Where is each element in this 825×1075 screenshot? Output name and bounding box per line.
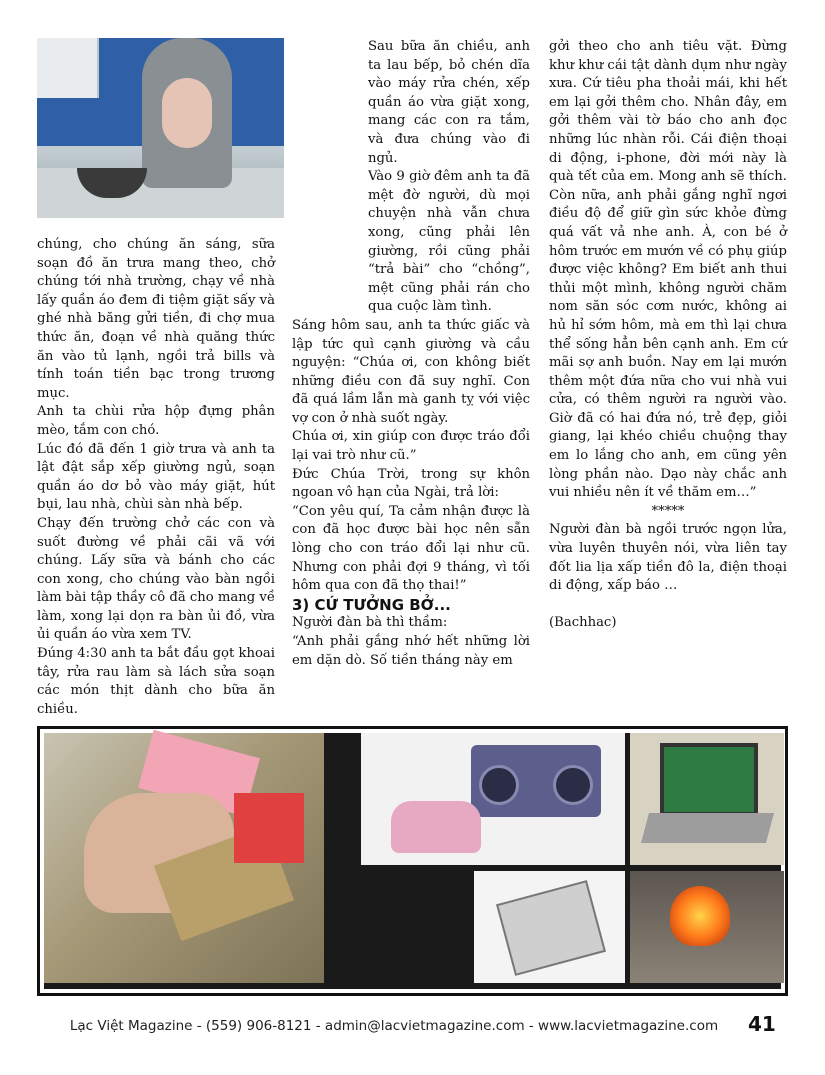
laptop-keyboard [641,813,774,843]
paragraph: chúng, cho chúng ăn sáng, sữa soạn đồ ăn trưa mang theo, chở chúng tới nhà trường, chạy về nhà lấy quần áo đem đi tiệm giặt sấy và ghé nhà băng gửi tiền, đi chợ mua thức ăn, đoạn về nhà quăng thức ăn vào tủ lạnh, ngồi trả bills và tính toán tiền bạc trong trương mục. [37,237,275,401]
paragraph: Người đàn bà ngồi trước ngọn lửa, vừa luyên thuyên nói, vừa liên tay đốt lia lịa xấp tiền đô la, điện thoại di động, xấp báo … [549,522,787,594]
column-1 [37,236,275,719]
footer-text: Lạc Việt Magazine - (559) 906-8121 - admin@lacvietmagazine.com - www.lacvietmagazine.com [69,1018,719,1034]
paragraph: Đức Chúa Trời, trong sự khôn ngoan vô hạn của Ngài, trả lời: [292,466,530,501]
section-heading: 3) CỨ TƯỞNG BỞ... [292,595,451,614]
paragraph: Chúa ơi, xin giúp con được tráo đổi lại vai trò như cũ.” [292,429,530,464]
photo-red-bag [234,793,304,863]
speaker-left [479,765,519,805]
paragraph: Lúc đó đã đến 1 giờ trưa và anh ta lật đật sắp xếp giường ngủ, soạn quần áo dơ bỏ vào máy giặt, hút bụi, lau nhà, chùi sàn nhà bếp. [37,441,275,513]
spacer [549,596,787,614]
photo-baby [162,78,212,148]
paragraph: Sáng hôm sau, anh ta thức giấc và lập tức quì cạnh giường và cầu nguyện: “Chúa ơi, con không biết những điều con đã suy nghĩ. Con đã quá lầm lẫn mà ganh tỵ với việc vợ con ở nhà suốt ngày. [292,317,530,426]
phone-radio-photo [361,733,625,865]
paragraph: “Con yêu quí, Ta cảm nhận được là con đã học được bài học nên sẵn lòng cho con tráo đổi lại như cũ. Nhưng con phải đợi 9 tháng, vì tối hôm qua con đã thọ thai!” [292,503,530,594]
laptop-screen [660,743,758,816]
fire-shape [670,886,730,946]
burning-offerings-photo [630,871,784,983]
paragraph: “Anh phải gắng nhớ hết những lời em dặn dò. Số tiền tháng này em [292,634,530,668]
gallery-background [44,733,781,989]
newspaper-photo [474,871,625,983]
paragraph: gởi theo cho anh tiêu vặt. Đừng khư khư cái tật dành dụm như ngày xưa. Cứ tiêu pha thoải mái, khi hết em lại gởi thêm cho. Nhân đây, em gởi thêm vài tờ báo cho anh đọc những lúc nhàn rỗi. Cái điện thoại di động, i-phone, đời mới này là quà tết của em. Mong anh sẽ thích. Còn nữa, anh phải gắng nghĩ ngơi điều độ để giữ gìn sức khỏe đừng quá vất vả nhe anh. À, con bé ở hôm trước em mướn về có phụ giúp được việc không? Em biết anh thui thủi một mình, không người chăm nom săn sóc cơm nước, không ai hủ hỉ sớm hôm, mà em thì lại chưa thể sống hẳn bên cạnh anh. Em cứ mãi sợ anh buồn. Nay em lại mướn thêm một đứa nữa cho vui nhà vui cửa, có thêm người ra người vào. Giờ đã có hai đứa nó, trẻ đẹp, giỏi giang, lại khéo chiều chuộng thay em lo lắng cho anh, em cũng yên lòng phần nào. Dạo này chắc anh vui nhiều nên ít về thăm em…” [549,39,787,501]
section-separator: ***** [651,503,685,519]
paragraph: Đúng 4:30 anh ta bắt đầu gọt khoai tây, rửa rau làm sà lách sửa soạn các món thịt dành cho bữa ăn chiều. [37,646,275,717]
money-hands-photo [44,733,324,983]
page-number: 41 [748,1012,776,1036]
newspaper-bundle [496,880,606,976]
column-3 [549,38,787,632]
boombox-shape [471,745,601,817]
photo-cabinet [37,38,99,98]
kitchen-photo [37,38,284,218]
paragraph: Người đàn bà thì thầm: [292,615,448,631]
laptop-photo [630,733,784,865]
paragraph: Anh ta chùi rửa hộp đựng phân mèo, tắm con chó. [37,404,275,438]
paragraph: Chạy đến trường chở các con và suốt đường về phải cãi vã với chúng. Lấy sữa và bánh cho các con xong, cho chúng vào bàn ngồi làm bài tập thầy cô đã cho mang về làm, xong lại dọn ra bàn ủi đồ, vừa ủi quần áo vừa xem TV. [37,515,275,643]
telephone-shape [391,801,481,853]
author-signature: (Bachhac) [549,614,617,630]
paragraph: Vào 9 giờ đêm anh ta đã mệt đờ người, dù mọi chuyện nhà vẫn chưa xong, cũng phải lên giường, rồi cũng phải “trả bài” cho “chồng”, mệt cũng phải rán cho qua cuộc làm tình. [368,169,530,315]
column-2 [292,38,530,670]
photo-gallery [37,726,788,996]
paragraph: Sau bữa ăn chiều, anh ta lau bếp, bỏ chén dĩa vào máy rửa chén, xếp quần áo vừa giặt xong, mang các con ra tắm, và đưa chúng vào đi ngủ. [368,39,530,166]
speaker-right [553,765,593,805]
